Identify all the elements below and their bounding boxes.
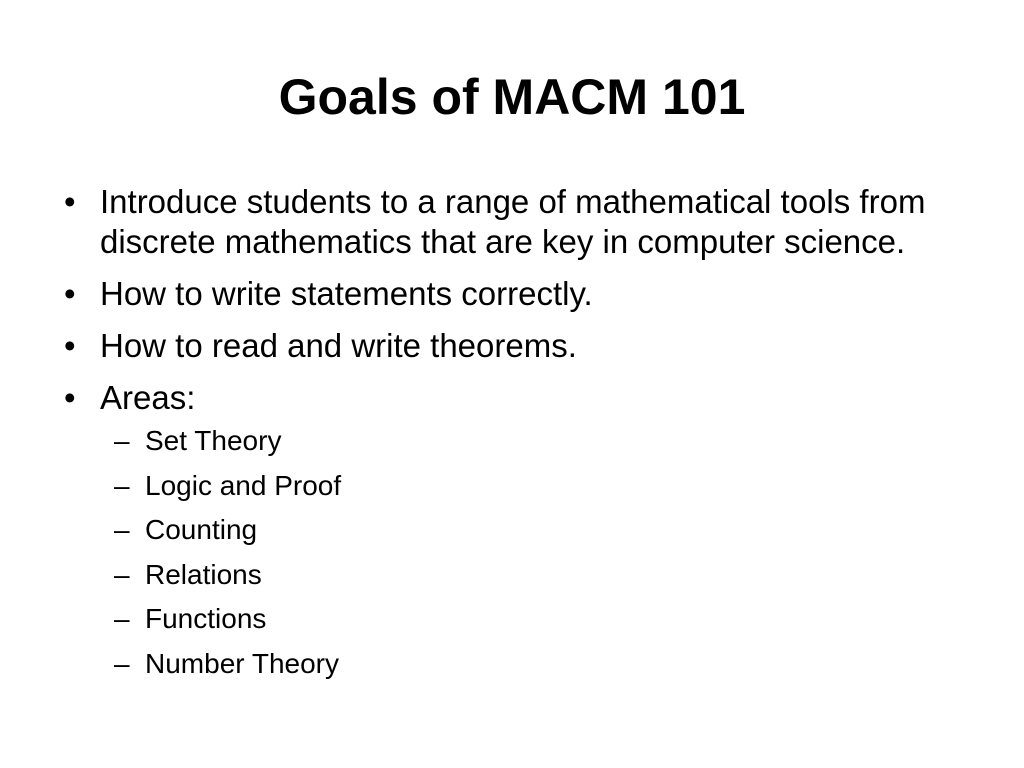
bullet-item: [58, 182, 958, 262]
sub-bullet-text: Logic and Proof: [145, 469, 342, 501]
sub-bullet-item: [100, 424, 958, 458]
sub-bullet-text: Relations: [145, 558, 262, 590]
sub-bullet-text: Set Theory: [145, 425, 282, 456]
sub-bullet-item: [100, 647, 958, 681]
sub-bullet-item: [100, 513, 958, 547]
sub-bullet-marker: –: [114, 647, 130, 679]
sub-bullet-item: [100, 558, 958, 592]
bullet-item: [58, 378, 958, 681]
areas-sub-list: [100, 424, 958, 681]
sub-bullet-marker: –: [114, 514, 130, 545]
bullet-item: [58, 274, 958, 314]
bullet-item: [58, 326, 958, 366]
bullet-marker: •: [64, 183, 76, 220]
bullet-marker: •: [64, 379, 76, 416]
sub-bullet-marker: –: [114, 558, 130, 590]
sub-bullet-marker: –: [114, 603, 130, 634]
bullet-text: How to write statements correctly.: [100, 275, 593, 312]
bullet-text: Areas:: [100, 379, 196, 416]
bullet-marker: •: [64, 327, 76, 364]
sub-bullet-item: [100, 602, 958, 636]
bullet-text: How to read and write theorems.: [100, 327, 577, 364]
sub-bullet-marker: –: [114, 425, 130, 456]
sub-bullet-text: Counting: [145, 514, 258, 545]
sub-bullet-text: Functions: [145, 603, 267, 634]
bullet-marker: •: [64, 275, 76, 312]
bullet-list: [58, 182, 958, 693]
slide-title: Goals of MACM 101: [278, 69, 746, 125]
sub-bullet-text: Number Theory: [145, 647, 340, 679]
bullet-text: Introduce students to a range of mathematical tools from discrete mathematics that are key in computer science.: [100, 183, 926, 260]
sub-bullet-marker: –: [114, 469, 130, 501]
sub-bullet-item: [100, 469, 958, 503]
